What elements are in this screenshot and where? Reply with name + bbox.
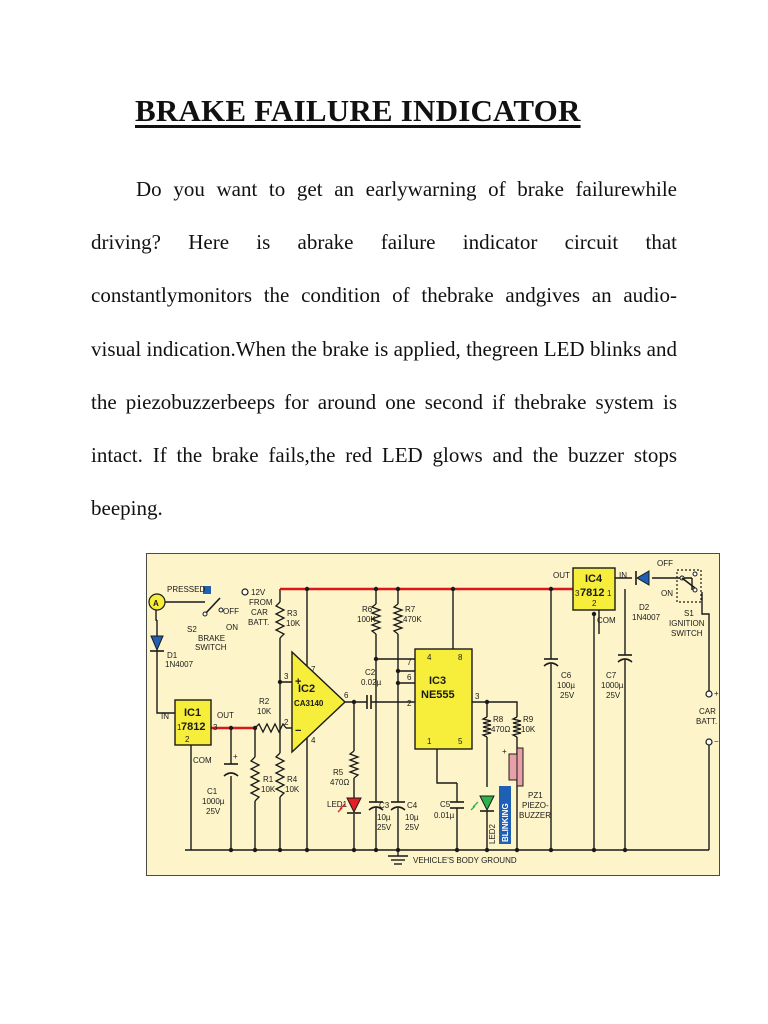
svg-text:PRESSED: PRESSED [167,585,206,594]
capacitor-c7 [601,655,632,700]
resistor-r2 [255,697,286,732]
svg-text:3: 3 [475,692,480,701]
svg-text:D1: D1 [167,651,178,660]
svg-text:IC3: IC3 [429,675,447,687]
svg-text:C6: C6 [561,671,572,680]
svg-text:IC1: IC1 [184,707,202,719]
svg-text:IN: IN [619,571,627,580]
svg-text:+: + [714,689,719,698]
resistor-r6 [357,604,380,634]
ic1-regulator [161,700,234,765]
svg-text:25V: 25V [206,807,221,816]
svg-text:−: − [714,737,719,746]
svg-text:PZ1: PZ1 [528,791,543,800]
svg-text:IC4: IC4 [585,573,603,585]
svg-text:8: 8 [458,653,463,662]
svg-text:10K: 10K [521,725,536,734]
svg-text:+: + [502,747,507,756]
terminal-12v [242,588,273,627]
svg-text:4: 4 [427,653,432,662]
svg-text:7: 7 [407,658,412,667]
svg-text:OUT: OUT [553,571,570,580]
svg-text:1N4007: 1N4007 [165,660,194,669]
svg-text:ON: ON [661,589,673,598]
svg-text:7812: 7812 [181,721,206,733]
svg-text:0.02µ: 0.02µ [361,678,382,687]
svg-text:100K: 100K [357,615,376,624]
svg-text:+: + [233,752,238,761]
svg-text:IC2: IC2 [298,683,316,695]
svg-text:CA3140: CA3140 [294,699,324,708]
resistor-r7 [394,604,422,634]
svg-text:FROM: FROM [249,598,273,607]
svg-text:IN: IN [161,712,169,721]
svg-text:BATT.: BATT. [696,717,718,726]
resistor-r4 [276,753,300,797]
blinking-tag [499,786,511,844]
svg-text:12V: 12V [251,588,266,597]
svg-text:3: 3 [213,723,218,732]
svg-text:7812: 7812 [580,587,605,599]
svg-text:2: 2 [284,718,289,727]
svg-text:10K: 10K [261,785,276,794]
svg-text:OFF: OFF [223,607,239,616]
capacitor-c3 [369,801,392,832]
svg-text:ON: ON [226,623,238,632]
svg-text:10K: 10K [257,707,272,716]
brake-switch-s2 [149,585,239,652]
svg-text:470Ω: 470Ω [491,725,511,734]
ic3-timer [407,649,480,749]
svg-text:C4: C4 [407,801,418,810]
resistor-r8 [483,715,510,737]
svg-text:1000µ: 1000µ [601,681,624,690]
svg-text:R6: R6 [362,605,373,614]
svg-text:CAR: CAR [699,707,716,716]
capacitor-c4 [391,801,420,832]
svg-text:1000µ: 1000µ [202,797,225,806]
svg-text:IGNITION: IGNITION [669,619,705,628]
svg-text:S1: S1 [684,609,694,618]
ic2-opamp [284,652,349,752]
svg-text:1: 1 [177,723,182,732]
svg-text:470K: 470K [403,615,422,624]
svg-text:3: 3 [575,589,580,598]
svg-text:10K: 10K [285,785,300,794]
svg-text:1: 1 [607,589,612,598]
svg-text:C1: C1 [207,787,218,796]
intro-paragraph: Do you want to get an earlywarning of brake failurewhile driving? Here is abrake failure indicator circuit that constantlymonitors the condition of thebrake andgives an audio-visual indication.When the brake is applied, thegreen LED blinks and the piezobuzzerbeeps for around one second if thebrake system is intact. If the brake fails,the red LED glows and the buzzer stops beeping. [91,177,677,521]
svg-text:LED2: LED2 [488,823,497,844]
page-title: BRAKE FAILURE INDICATOR [135,93,581,128]
svg-text:PIEZO-: PIEZO- [522,801,549,810]
led2-green [471,796,497,844]
svg-text:C5: C5 [440,800,451,809]
svg-text:470Ω: 470Ω [330,778,350,787]
svg-text:OUT: OUT [217,711,234,720]
capacitor-c2 [361,668,382,709]
svg-text:R3: R3 [287,609,298,618]
svg-text:S2: S2 [187,625,197,634]
svg-text:4: 4 [311,736,316,745]
svg-text:100µ: 100µ [557,681,575,690]
svg-text:25V: 25V [560,691,575,700]
capacitor-c6 [544,659,575,700]
svg-text:D2: D2 [639,603,650,612]
svg-text:10K: 10K [286,619,301,628]
svg-text:R9: R9 [523,715,534,724]
svg-text:25V: 25V [377,823,392,832]
svg-text:10µ: 10µ [405,813,419,822]
svg-text:6: 6 [407,673,412,682]
capacitor-c5 [434,800,464,820]
svg-text:3: 3 [284,672,289,681]
schematic-drawing [147,554,721,877]
svg-text:10µ: 10µ [377,813,391,822]
svg-text:BATT.: BATT. [248,618,270,627]
svg-text:CAR: CAR [251,608,268,617]
svg-text:6: 6 [344,691,349,700]
svg-text:NE555: NE555 [421,689,455,701]
ground-symbol [388,850,517,865]
svg-text:R2: R2 [259,697,270,706]
svg-text:2: 2 [592,599,597,608]
svg-text:COM: COM [193,756,212,765]
svg-text:−: − [295,725,302,737]
svg-text:A: A [153,599,159,608]
svg-text:25V: 25V [606,691,621,700]
svg-text:C2: C2 [365,668,376,677]
svg-text:R1: R1 [263,775,274,784]
svg-text:SWITCH: SWITCH [671,629,703,638]
svg-text:5: 5 [458,737,463,746]
resistor-r1 [251,757,276,801]
svg-text:0.01µ: 0.01µ [434,811,455,820]
svg-text:R5: R5 [333,768,344,777]
svg-text:BLINKING: BLINKING [501,803,510,842]
svg-text:BUZZER: BUZZER [519,811,551,820]
svg-text:1: 1 [427,737,432,746]
svg-text:SWITCH: SWITCH [195,643,227,652]
resistor-r9 [513,715,536,737]
svg-text:BRAKE: BRAKE [198,634,226,643]
svg-text:R7: R7 [405,605,416,614]
svg-text:25V: 25V [405,823,420,832]
svg-text:C7: C7 [606,671,617,680]
svg-text:2: 2 [185,735,190,744]
svg-text:OFF: OFF [657,559,673,568]
svg-text:R4: R4 [287,775,298,784]
ic4-regulator [553,568,627,625]
led1-red [327,798,361,813]
svg-text:2: 2 [407,699,412,708]
svg-text:COM: COM [597,616,616,625]
svg-text:VEHICLE'S BODY GROUND: VEHICLE'S BODY GROUND [413,856,517,865]
ignition-switch-s1 [657,559,705,638]
car-battery-terminals [696,689,719,746]
svg-text:+: + [295,676,302,688]
resistor-r3 [276,602,301,638]
svg-text:1N4007: 1N4007 [632,613,661,622]
circuit-schematic [146,553,720,876]
svg-text:R8: R8 [493,715,504,724]
svg-text:7: 7 [311,665,316,674]
svg-text:LED1: LED1 [327,800,348,809]
svg-text:C3: C3 [379,801,390,810]
